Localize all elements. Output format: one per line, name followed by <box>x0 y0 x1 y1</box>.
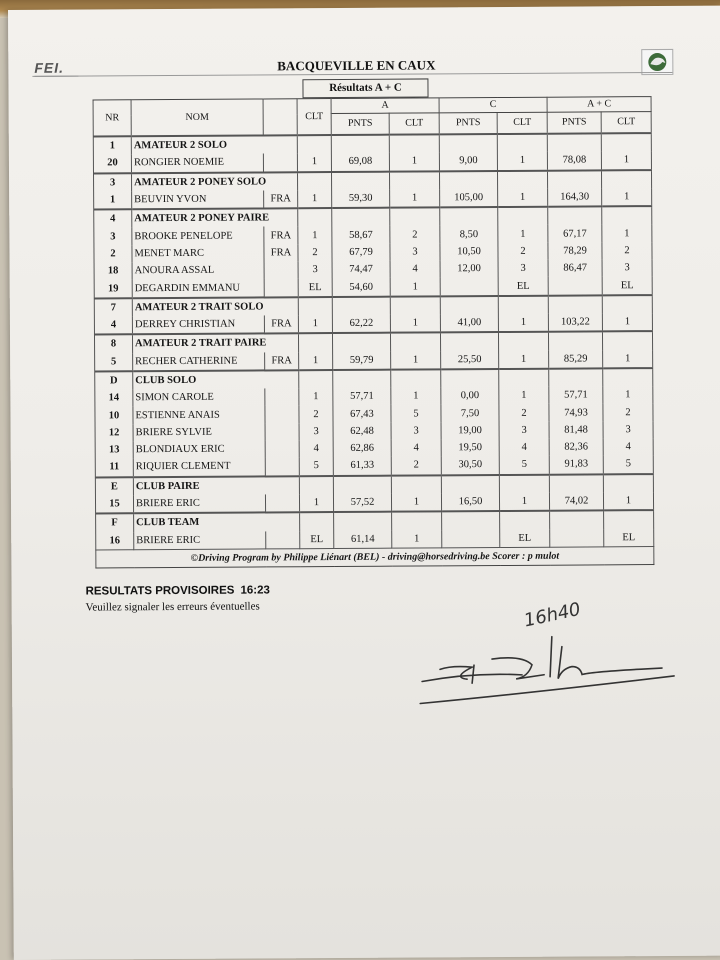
row-name: DEGARDIN EMMANU <box>132 279 264 298</box>
page-title: BACQUEVILLE EN CAUX <box>277 57 436 74</box>
row-nation <box>264 261 298 279</box>
fei-logo: FEI. <box>34 60 64 76</box>
group-name: AMATEUR 2 PONEY PAIRE <box>132 208 298 227</box>
row-a-points: 62,48 <box>333 422 391 440</box>
row-ac-clt: 3 <box>602 259 652 277</box>
row-a-points: 67,43 <box>333 405 391 423</box>
row-name: DERREY CHRISTIAN <box>132 315 264 334</box>
row-nation <box>264 279 298 298</box>
col-header-ac: A + C <box>547 97 651 113</box>
empty-cell <box>603 331 653 350</box>
row-a-clt: 1 <box>390 189 440 208</box>
row-ac-clt: 4 <box>603 438 653 456</box>
row-ac-points: 74,93 <box>549 404 603 422</box>
row-name: RECHER CATHERINE <box>133 352 265 371</box>
empty-cell <box>441 369 499 388</box>
handwritten-time: 16h40 <box>522 598 583 632</box>
subtitle: Résultats A + C <box>302 78 428 98</box>
empty-cell <box>298 333 332 352</box>
empty-cell <box>604 510 654 529</box>
row-c-points: 12,00 <box>440 260 498 278</box>
row-nation: FRA <box>264 227 298 245</box>
row-ac-points: 57,71 <box>549 387 603 405</box>
row-c-points <box>442 530 500 548</box>
col-header-c: C <box>439 97 547 113</box>
row-c-clt: EL <box>498 277 548 296</box>
empty-cell <box>549 368 603 387</box>
row-a-clt: 1 <box>392 530 442 548</box>
row-c-clt: 1 <box>498 314 548 333</box>
empty-cell <box>333 370 391 389</box>
row-a-clt: 2 <box>391 457 441 476</box>
row-nr: 14 <box>95 389 133 407</box>
empty-cell <box>391 369 441 388</box>
empty-cell <box>331 171 389 190</box>
empty-cell <box>390 208 440 227</box>
group-name: AMATEUR 2 TRAIT PAIRE <box>132 333 298 352</box>
group-name: CLUB TEAM <box>134 512 300 531</box>
col-header-nr: NR <box>93 100 131 137</box>
empty-cell <box>548 170 602 189</box>
row-a-points: 61,33 <box>333 457 391 476</box>
row-ac-points <box>550 529 604 547</box>
empty-cell <box>334 512 392 531</box>
empty-cell <box>332 296 390 315</box>
row-clt: EL <box>298 278 332 297</box>
row-ac-clt: 1 <box>603 492 653 511</box>
row-c-clt: 1 <box>499 350 549 369</box>
empty-cell <box>389 171 439 190</box>
col-header-nat <box>263 99 297 136</box>
row-nation <box>265 494 299 513</box>
row-a-points: 67,79 <box>332 243 390 261</box>
empty-cell <box>440 171 498 190</box>
row-c-clt: 3 <box>499 421 549 439</box>
row-nr: 11 <box>95 459 133 478</box>
row-a-clt: 4 <box>390 260 440 278</box>
row-clt: 1 <box>299 388 333 406</box>
empty-cell <box>390 333 440 352</box>
group-code: 7 <box>94 298 132 317</box>
group-name: AMATEUR 2 SOLO <box>131 135 297 154</box>
row-nr: 20 <box>93 155 131 174</box>
row-name: BROOKE PENELOPE <box>132 227 264 245</box>
row-nr: 2 <box>94 245 132 263</box>
empty-cell <box>499 369 549 388</box>
results-body <box>93 133 654 550</box>
empty-cell <box>392 512 442 531</box>
col-header-a-clt: CLT <box>389 113 439 135</box>
row-name: RONGIER NOEMIE <box>131 154 263 173</box>
group-name: CLUB PAIRE <box>133 476 299 495</box>
col-header-ac-clt: CLT <box>601 112 651 134</box>
row-name: BEUVIN YVON <box>132 190 264 209</box>
row-c-clt: 1 <box>498 225 548 243</box>
row-a-points: 62,22 <box>332 315 390 334</box>
row-clt: 2 <box>298 244 332 262</box>
empty-cell <box>440 296 498 315</box>
group-code: 1 <box>93 136 131 155</box>
row-nation <box>266 531 300 549</box>
row-c-clt: 1 <box>499 387 549 405</box>
row-clt: 1 <box>298 227 332 245</box>
row-ac-clt: 1 <box>601 151 651 170</box>
col-header-nom: NOM <box>131 99 263 136</box>
row-c-clt: 1 <box>497 152 547 171</box>
empty-cell <box>298 208 332 227</box>
provisional-label: RESULTATS PROVISOIRES <box>85 584 235 598</box>
empty-cell <box>548 207 602 226</box>
row-c-points: 41,00 <box>440 314 498 333</box>
row-nr: 3 <box>94 228 132 246</box>
row-name: BLONDIAUX ERIC <box>133 440 265 458</box>
empty-cell <box>548 295 602 314</box>
row-a-clt: 3 <box>391 422 441 440</box>
col-header-a: A <box>331 98 439 114</box>
results-table <box>93 96 655 569</box>
row-name: SIMON CAROLE <box>133 389 265 407</box>
row-nr: 5 <box>95 353 133 372</box>
row-clt: 1 <box>298 315 332 334</box>
row-c-points: 16,50 <box>441 493 499 512</box>
row-c-clt: 2 <box>499 404 549 422</box>
empty-cell <box>300 512 334 531</box>
row-nation <box>265 458 299 477</box>
empty-cell <box>500 511 550 530</box>
row-ac-points: 78,08 <box>547 152 601 171</box>
row-ac-clt: 5 <box>603 455 653 474</box>
row-nr: 13 <box>95 441 133 459</box>
row-nr: 12 <box>95 424 133 442</box>
row-ac-clt: EL <box>604 529 654 547</box>
empty-cell <box>442 511 500 530</box>
row-a-points: 57,71 <box>333 388 391 406</box>
row-c-points: 19,00 <box>441 422 499 440</box>
row-a-clt: 4 <box>391 439 441 457</box>
row-c-points <box>440 277 498 296</box>
empty-cell <box>297 172 331 191</box>
row-ac-points: 85,29 <box>549 350 603 369</box>
row-name: ESTIENNE ANAIS <box>133 406 265 424</box>
row-a-clt: 1 <box>391 388 441 406</box>
row-a-clt: 1 <box>390 278 440 297</box>
row-nr: 1 <box>94 191 132 210</box>
row-clt: 1 <box>297 153 331 172</box>
row-c-points: 0,00 <box>441 387 499 405</box>
row-a-points: 74,47 <box>332 261 390 279</box>
program-credit: ©Driving Program by Philippe Liénart (BEL) - driving@horsedriving.be Scorer : p mulot <box>96 546 654 568</box>
col-header-ac-pnts: PNTS <box>547 112 601 134</box>
row-a-points: 59,30 <box>332 190 390 209</box>
row-ac-points: 91,83 <box>549 456 603 475</box>
row-ac-clt: 1 <box>603 386 653 404</box>
empty-cell <box>439 134 497 153</box>
row-c-points: 9,00 <box>439 152 497 171</box>
row-ac-points: 82,36 <box>549 438 603 456</box>
empty-cell <box>391 475 441 494</box>
row-c-points: 7,50 <box>441 404 499 422</box>
row-c-clt: 1 <box>499 493 549 512</box>
handwritten-signature <box>412 616 683 728</box>
row-nation: FRA <box>264 315 298 334</box>
row-ac-points: 164,30 <box>548 188 602 207</box>
row-ac-points: 86,47 <box>548 259 602 277</box>
row-clt: 3 <box>298 261 332 279</box>
row-ac-clt: EL <box>602 276 652 295</box>
row-a-points: 54,60 <box>332 278 390 297</box>
group-name: AMATEUR 2 TRAIT SOLO <box>132 297 298 316</box>
row-ac-clt: 1 <box>603 350 653 369</box>
row-name: BRIERE ERIC <box>134 531 266 550</box>
row-c-clt: 3 <box>498 260 548 278</box>
empty-cell <box>602 295 652 314</box>
row-name: RIQUIER CLEMENT <box>133 458 265 477</box>
row-a-clt: 1 <box>391 351 441 370</box>
row-ac-clt: 1 <box>602 188 652 207</box>
row-name: MENET MARC <box>132 244 264 262</box>
provisional-results-label <box>86 584 270 597</box>
row-nation: FRA <box>265 352 299 371</box>
row-name: ANOURA ASSAL <box>132 262 264 280</box>
row-ac-clt: 1 <box>602 225 652 243</box>
row-c-points: 30,50 <box>441 456 499 475</box>
row-c-points: 10,50 <box>440 243 498 261</box>
empty-cell <box>440 332 498 351</box>
empty-cell <box>498 170 548 189</box>
col-header-clt: CLT <box>297 99 331 136</box>
col-header-a-pnts: PNTS <box>331 113 389 135</box>
empty-cell <box>389 134 439 153</box>
group-code: E <box>95 477 133 496</box>
empty-cell <box>603 368 653 387</box>
empty-cell <box>331 135 389 154</box>
group-code: 3 <box>93 173 131 192</box>
row-ac-points: 74,02 <box>549 492 603 511</box>
empty-cell <box>390 296 440 315</box>
empty-cell <box>498 295 548 314</box>
group-name: CLUB SOLO <box>133 370 299 389</box>
error-notice: Veuillez signaler les erreurs éventuelles <box>85 600 260 614</box>
row-a-points: 58,67 <box>332 226 390 244</box>
row-a-points: 57,52 <box>333 494 391 513</box>
row-nr: 15 <box>95 495 133 514</box>
empty-cell <box>440 207 498 226</box>
group-code: 8 <box>94 335 132 354</box>
provisional-time: 16:23 <box>240 584 270 597</box>
empty-cell <box>602 170 652 189</box>
row-a-clt: 1 <box>390 314 440 333</box>
row-ac-clt: 3 <box>603 421 653 439</box>
row-ac-points <box>548 277 602 296</box>
row-clt: 3 <box>299 423 333 441</box>
row-nation <box>265 388 299 406</box>
empty-cell <box>603 474 653 493</box>
row-nr: 10 <box>95 407 133 425</box>
row-nation <box>265 423 299 441</box>
row-a-points: 59,79 <box>333 351 391 370</box>
row-c-clt: 5 <box>499 456 549 475</box>
row-a-clt: 1 <box>389 153 439 172</box>
empty-cell <box>499 474 549 493</box>
row-a-clt: 3 <box>390 243 440 261</box>
row-ac-points: 67,17 <box>548 225 602 243</box>
empty-cell <box>299 476 333 495</box>
row-c-clt: 2 <box>498 242 548 260</box>
row-nation: FRA <box>264 244 298 262</box>
row-clt: 5 <box>299 457 333 476</box>
row-nation <box>265 440 299 458</box>
row-c-points: 19,50 <box>441 439 499 457</box>
row-clt: 4 <box>299 440 333 458</box>
row-nr: 19 <box>94 280 132 299</box>
row-clt: 2 <box>299 405 333 423</box>
row-ac-clt: 1 <box>602 313 652 332</box>
row-nr: 18 <box>94 262 132 280</box>
results-sheet <box>8 6 720 960</box>
table-row <box>94 259 652 280</box>
row-nation <box>265 406 299 424</box>
empty-cell <box>332 208 390 227</box>
row-ac-points: 78,29 <box>548 242 602 260</box>
row-a-clt: 5 <box>391 405 441 423</box>
row-c-clt: 1 <box>498 189 548 208</box>
row-nation: FRA <box>264 190 298 209</box>
empty-cell <box>549 332 603 351</box>
empty-cell <box>602 206 652 225</box>
empty-cell <box>547 133 601 152</box>
row-nation <box>263 154 297 173</box>
group-code: D <box>95 371 133 390</box>
empty-cell <box>498 332 548 351</box>
row-clt: 1 <box>298 190 332 209</box>
row-c-points: 105,00 <box>440 189 498 208</box>
row-a-points: 69,08 <box>331 153 389 172</box>
row-ac-clt: 2 <box>603 404 653 422</box>
col-header-c-clt: CLT <box>497 112 547 134</box>
row-name: BRIERE SYLVIE <box>133 423 265 441</box>
row-name: BRIERE ERIC <box>133 494 265 513</box>
row-c-clt: 4 <box>499 439 549 457</box>
row-c-points: 25,50 <box>441 351 499 370</box>
empty-cell <box>550 511 604 530</box>
group-name: AMATEUR 2 PONEY SOLO <box>131 172 297 191</box>
empty-cell <box>332 333 390 352</box>
row-ac-clt: 2 <box>602 242 652 260</box>
empty-cell <box>441 475 499 494</box>
row-a-clt: 1 <box>391 493 441 512</box>
row-a-points: 62,86 <box>333 440 391 458</box>
row-ac-points: 81,48 <box>549 421 603 439</box>
group-code: F <box>96 513 134 532</box>
empty-cell <box>549 474 603 493</box>
row-c-points: 8,50 <box>440 225 498 243</box>
empty-cell <box>601 133 651 152</box>
row-clt: 1 <box>299 494 333 513</box>
empty-cell <box>497 134 547 153</box>
empty-cell <box>299 370 333 389</box>
row-a-points: 61,14 <box>334 530 392 548</box>
row-clt: EL <box>300 531 334 549</box>
group-code: 4 <box>94 209 132 228</box>
row-ac-points: 103,22 <box>548 313 602 332</box>
row-clt: 1 <box>299 352 333 371</box>
empty-cell <box>333 475 391 494</box>
row-nr: 16 <box>96 532 134 550</box>
col-header-c-pnts: PNTS <box>439 113 497 135</box>
row-nr: 4 <box>94 316 132 335</box>
row-a-clt: 2 <box>390 226 440 244</box>
row-c-clt: EL <box>500 529 550 547</box>
empty-cell <box>297 135 331 154</box>
empty-cell <box>298 297 332 316</box>
empty-cell <box>498 207 548 226</box>
